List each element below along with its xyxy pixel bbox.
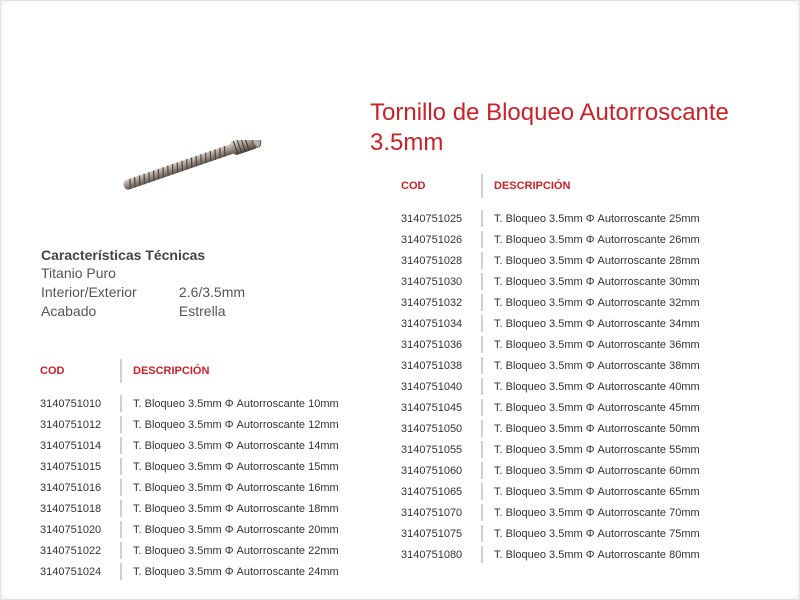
part-description: T. Bloqueo 3.5mm Φ Autorroscante 12mm (133, 418, 339, 431)
column-separator (120, 519, 133, 540)
spec-label: Acabado (41, 303, 97, 319)
part-code: 3140751018 (40, 502, 102, 515)
table-row (401, 313, 700, 334)
part-code: 3140751055 (401, 443, 463, 456)
spec-row-material (41, 264, 245, 283)
table-row (401, 334, 700, 355)
part-code: 3140751010 (40, 397, 102, 410)
part-description: T. Bloqueo 3.5mm Φ Autorroscante 45mm (494, 401, 700, 414)
spec-value: Estrella (178, 303, 226, 319)
table-row (40, 389, 339, 414)
part-code: 3140751060 (401, 464, 463, 477)
part-code: 3140751045 (401, 401, 463, 414)
part-description: T. Bloqueo 3.5mm Φ Autorroscante 30mm (494, 275, 700, 288)
part-code: 3140751036 (401, 338, 463, 351)
spec-row-diameter (41, 283, 245, 302)
table-row (40, 435, 339, 456)
locking-screw-image (118, 140, 278, 200)
table-row (401, 523, 700, 544)
table-row (401, 397, 700, 418)
column-separator (481, 313, 494, 334)
column-separator (481, 250, 494, 271)
spec-label: Interior/Exterior (41, 284, 137, 300)
part-description: T. Bloqueo 3.5mm Φ Autorroscante 38mm (494, 359, 700, 372)
part-description: T. Bloqueo 3.5mm Φ Autorroscante 40mm (494, 380, 700, 393)
column-separator (481, 204, 494, 229)
part-description: T. Bloqueo 3.5mm Φ Autorroscante 24mm (133, 565, 339, 578)
part-code: 3140751020 (40, 523, 102, 536)
part-code: 3140751025 (401, 212, 463, 225)
column-separator (481, 376, 494, 397)
table-row (401, 460, 700, 481)
table-row (40, 540, 339, 561)
table-row (40, 561, 339, 582)
part-description: T. Bloqueo 3.5mm Φ Autorroscante 28mm (494, 254, 700, 267)
table-row (40, 498, 339, 519)
table-row (401, 204, 700, 229)
part-code: 3140751026 (401, 233, 463, 246)
column-separator (120, 477, 133, 498)
spec-value: 2.6/3.5mm (178, 284, 246, 300)
part-description: T. Bloqueo 3.5mm Φ Autorroscante 34mm (494, 317, 700, 330)
specs-heading: Características Técnicas (41, 247, 206, 263)
part-code: 3140751065 (401, 485, 463, 498)
part-code: 3140751038 (401, 359, 463, 372)
part-description: T. Bloqueo 3.5mm Φ Autorroscante 50mm (494, 422, 700, 435)
column-separator (481, 439, 494, 460)
column-separator (481, 418, 494, 439)
part-description: T. Bloqueo 3.5mm Φ Autorroscante 65mm (494, 485, 700, 498)
part-code: 3140751016 (40, 481, 102, 494)
page-title: Tornillo de Bloqueo Autorroscante 3.5mm (370, 99, 729, 157)
table-row (401, 355, 700, 376)
column-separator (481, 544, 494, 565)
column-separator (120, 357, 133, 389)
technical-specs (41, 247, 245, 321)
part-description: T. Bloqueo 3.5mm Φ Autorroscante 18mm (133, 502, 339, 515)
column-separator (120, 456, 133, 477)
column-separator (120, 498, 133, 519)
column-separator (481, 355, 494, 376)
table-row (40, 519, 339, 540)
table-row (401, 544, 700, 565)
table-row (401, 418, 700, 439)
part-code: 3140751070 (401, 506, 463, 519)
part-description: T. Bloqueo 3.5mm Φ Autorroscante 20mm (133, 523, 339, 536)
column-separator (120, 414, 133, 435)
part-code: 3140751075 (401, 527, 463, 540)
part-description: T. Bloqueo 3.5mm Φ Autorroscante 75mm (494, 527, 700, 540)
part-description: T. Bloqueo 3.5mm Φ Autorroscante 16mm (133, 481, 339, 494)
part-code: 3140751080 (401, 548, 463, 561)
spec-label: Titanio Puro (41, 265, 116, 281)
part-description: T. Bloqueo 3.5mm Φ Autorroscante 32mm (494, 296, 700, 309)
part-description: T. Bloqueo 3.5mm Φ Autorroscante 55mm (494, 443, 700, 456)
part-code: 3140751040 (401, 380, 463, 393)
spec-row-finish (41, 302, 245, 321)
column-separator (481, 334, 494, 355)
table-row (40, 414, 339, 435)
parts-table-right (401, 172, 700, 565)
code-column-header: COD (401, 180, 426, 192)
column-separator (120, 435, 133, 456)
part-code: 3140751022 (40, 544, 102, 557)
table-row (40, 477, 339, 498)
column-separator (481, 229, 494, 250)
column-separator (481, 460, 494, 481)
part-code: 3140751014 (40, 439, 102, 452)
part-code: 3140751024 (40, 565, 102, 578)
column-separator (481, 502, 494, 523)
table-header-row (401, 172, 700, 204)
table-row (401, 502, 700, 523)
table-header-row (40, 357, 339, 389)
table-row (401, 439, 700, 460)
part-description: T. Bloqueo 3.5mm Φ Autorroscante 60mm (494, 464, 700, 477)
table-row (401, 271, 700, 292)
column-separator (481, 481, 494, 502)
part-code: 3140751032 (401, 296, 463, 309)
column-separator (481, 271, 494, 292)
part-code: 3140751030 (401, 275, 463, 288)
column-separator (481, 523, 494, 544)
description-column-header: DESCRIPCIÓN (133, 365, 210, 377)
part-description: T. Bloqueo 3.5mm Φ Autorroscante 36mm (494, 338, 700, 351)
part-code: 3140751012 (40, 418, 102, 431)
table-row (401, 292, 700, 313)
table-row (401, 250, 700, 271)
part-description: T. Bloqueo 3.5mm Φ Autorroscante 26mm (494, 233, 700, 246)
table-row (401, 229, 700, 250)
column-separator (120, 389, 133, 414)
description-column-header: DESCRIPCIÓN (494, 180, 571, 192)
part-description: T. Bloqueo 3.5mm Φ Autorroscante 15mm (133, 460, 339, 473)
column-separator (481, 397, 494, 418)
part-description: T. Bloqueo 3.5mm Φ Autorroscante 14mm (133, 439, 339, 452)
part-description: T. Bloqueo 3.5mm Φ Autorroscante 22mm (133, 544, 339, 557)
part-description: T. Bloqueo 3.5mm Φ Autorroscante 25mm (494, 212, 700, 225)
code-column-header: COD (40, 365, 65, 377)
part-code: 3140751034 (401, 317, 463, 330)
part-code: 3140751028 (401, 254, 463, 267)
table-row (401, 481, 700, 502)
part-description: T. Bloqueo 3.5mm Φ Autorroscante 70mm (494, 506, 700, 519)
parts-table-left (40, 357, 339, 582)
table-row (40, 456, 339, 477)
part-description: T. Bloqueo 3.5mm Φ Autorroscante 10mm (133, 397, 339, 410)
part-code: 3140751015 (40, 460, 102, 473)
table-row (401, 376, 700, 397)
column-separator (120, 561, 133, 582)
part-description: T. Bloqueo 3.5mm Φ Autorroscante 80mm (494, 548, 700, 561)
column-separator (481, 172, 494, 204)
column-separator (481, 292, 494, 313)
column-separator (120, 540, 133, 561)
part-code: 3140751050 (401, 422, 463, 435)
